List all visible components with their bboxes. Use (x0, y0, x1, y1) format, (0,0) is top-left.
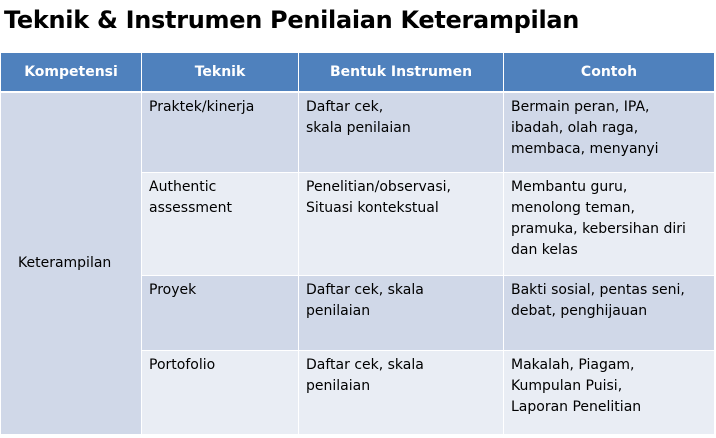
table-header-row (1, 53, 715, 93)
cell-instrumen: Daftar cek, skala penilaian (299, 275, 504, 350)
cell-contoh: Makalah, Piagam, Kumpulan Puisi, Laporan Penelitian (504, 350, 715, 434)
page-title: Teknik & Instrumen Penilaian Keterampilan (4, 6, 580, 34)
header-teknik: Teknik (142, 53, 299, 93)
header-kompetensi: Kompetensi (1, 53, 142, 93)
cell-kompetensi: Keterampilan (1, 92, 142, 434)
cell-teknik: Proyek (142, 275, 299, 350)
cell-teknik: Praktek/kinerja (142, 92, 299, 172)
cell-instrumen: Daftar cek, skala penilaian (299, 92, 504, 172)
cell-contoh: Membantu guru, menolong teman, pramuka, kebersihan diri dan kelas (504, 172, 715, 275)
table-row (1, 92, 715, 172)
assessment-table (0, 52, 715, 435)
cell-instrumen: Penelitian/observasi, Situasi kontekstual (299, 172, 504, 275)
cell-contoh: Bakti sosial, pentas seni, debat, penghijauan (504, 275, 715, 350)
cell-teknik: Portofolio (142, 350, 299, 434)
cell-teknik: Authentic assessment (142, 172, 299, 275)
cell-contoh: Bermain peran, IPA, ibadah, olah raga, membaca, menyanyi (504, 92, 715, 172)
cell-instrumen: Daftar cek, skala penilaian (299, 350, 504, 434)
header-bentuk-instrumen: Bentuk Instrumen (299, 53, 504, 93)
header-contoh: Contoh (504, 53, 715, 93)
